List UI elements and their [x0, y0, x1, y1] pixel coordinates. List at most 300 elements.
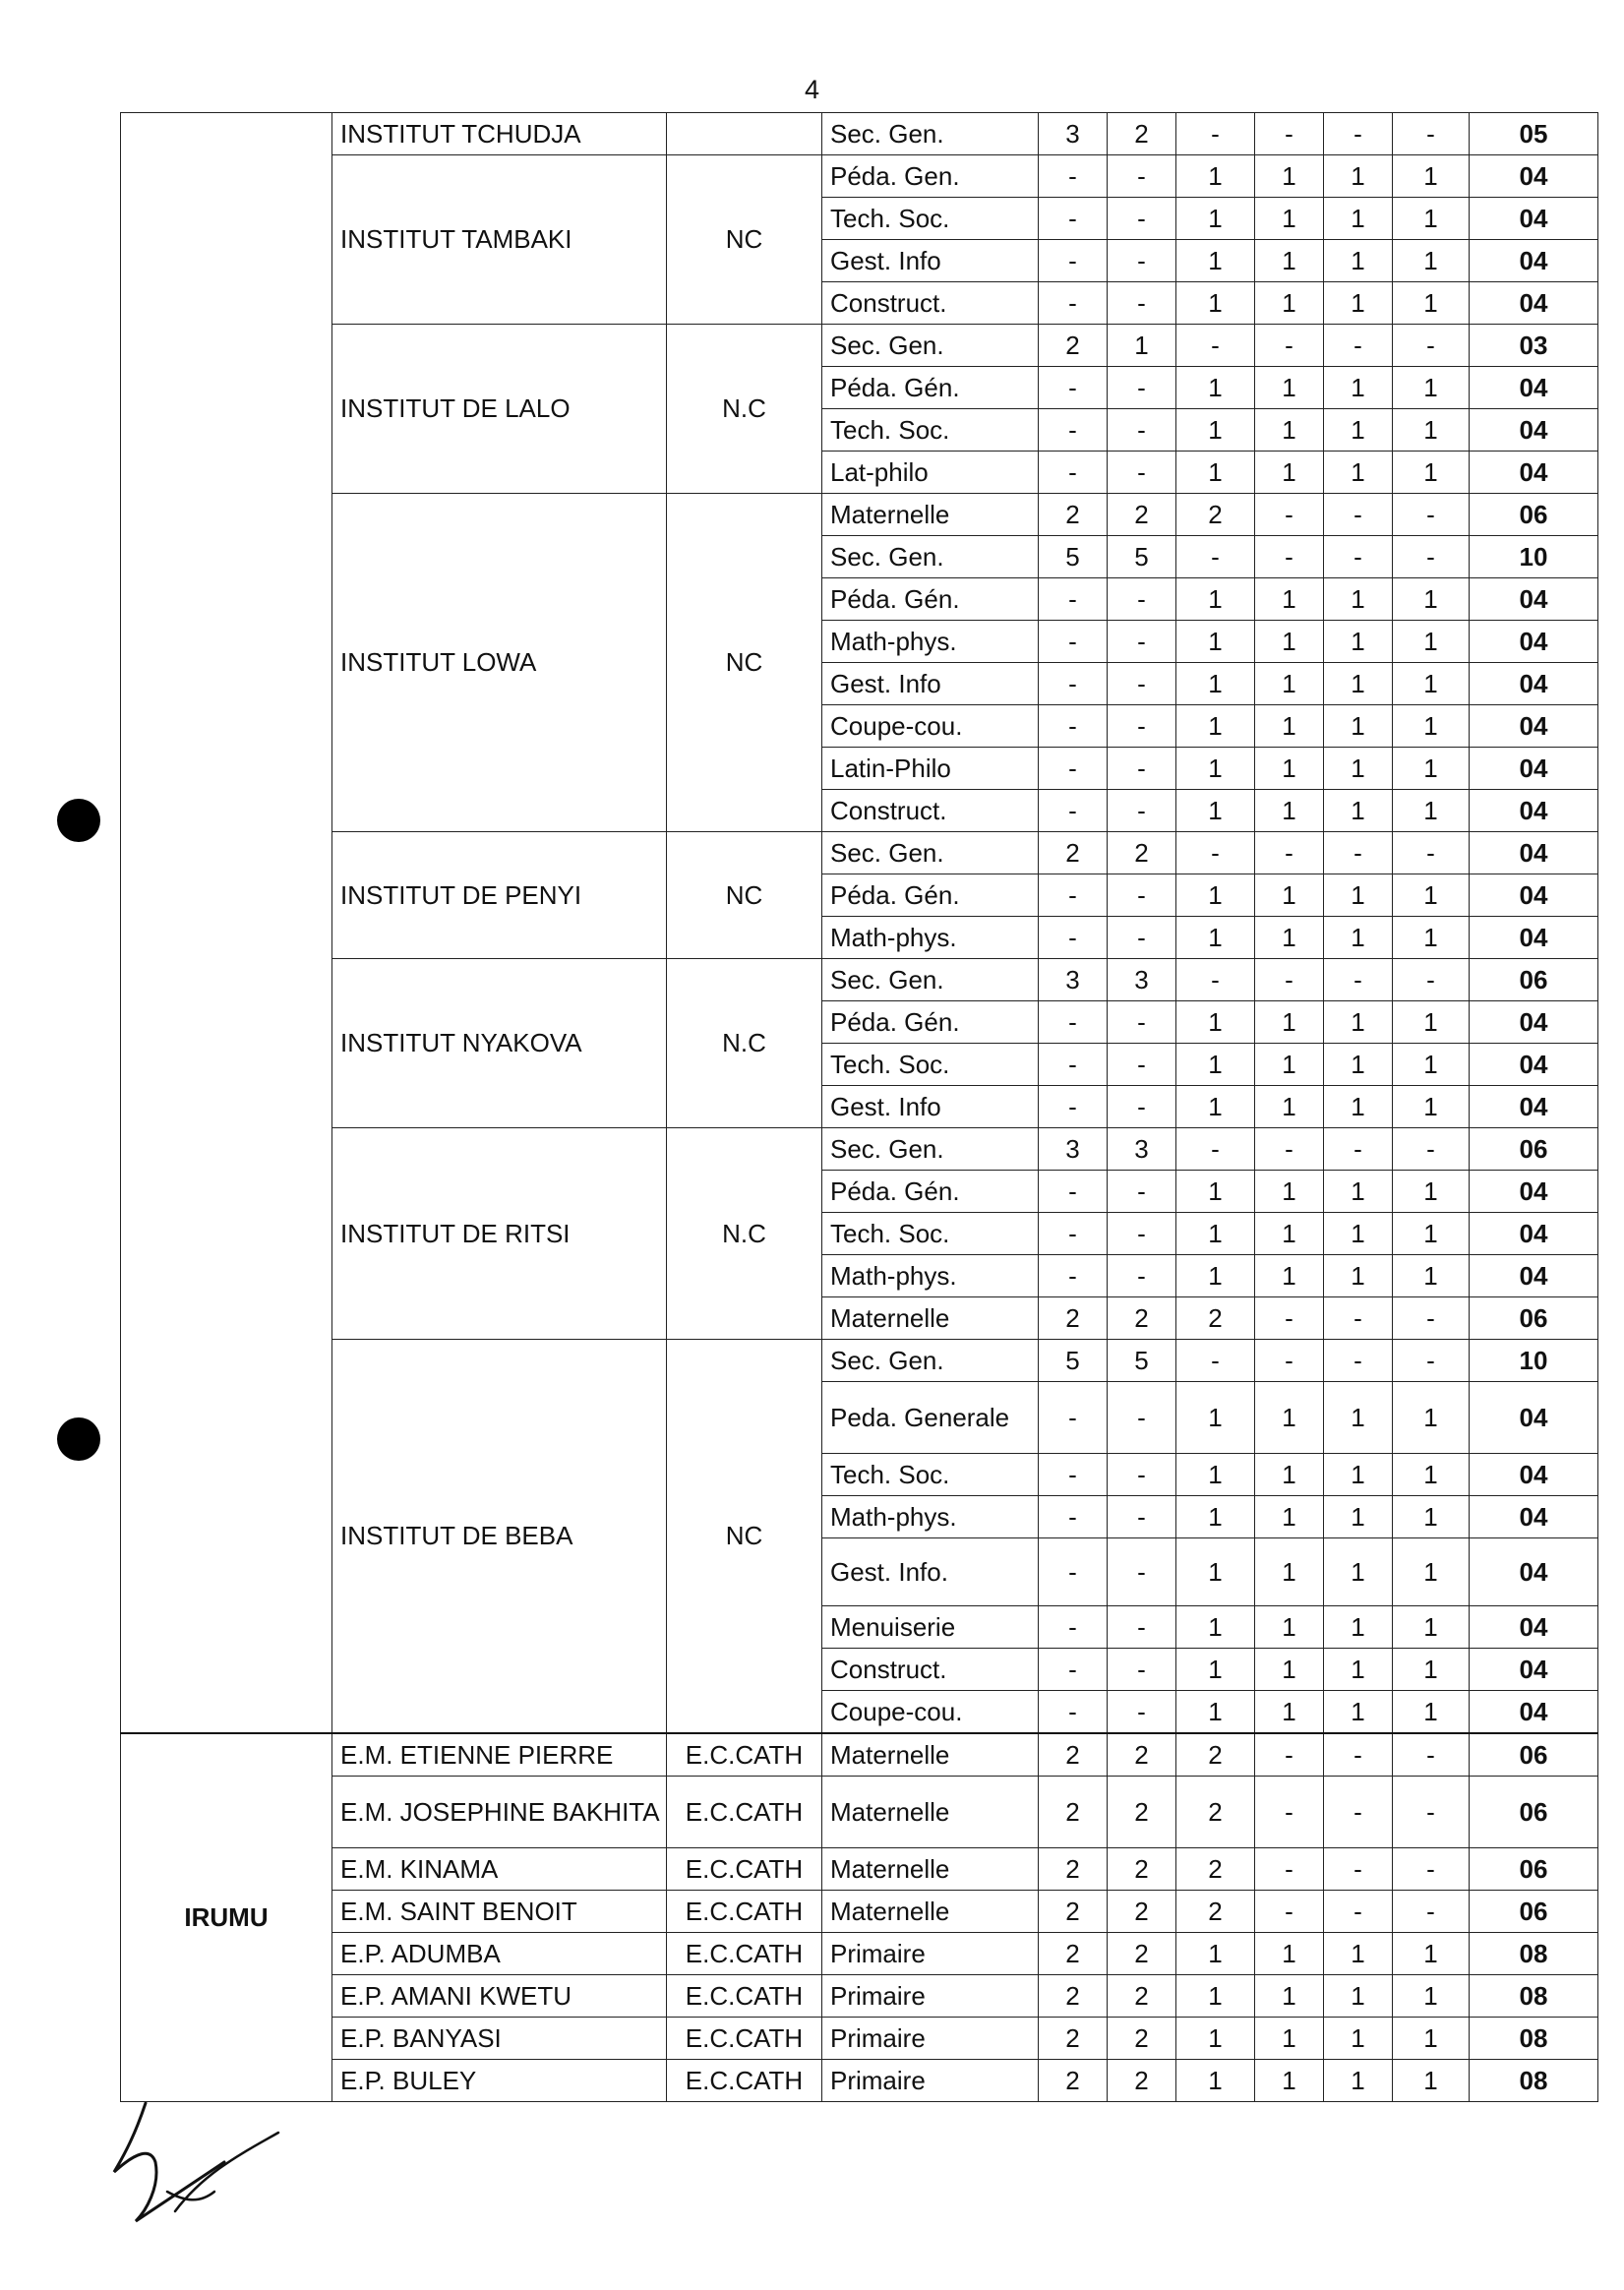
class-count-cell: -	[1039, 748, 1108, 790]
class-count-cell: -	[1039, 917, 1108, 959]
option-cell: Math-phys.	[822, 1496, 1039, 1538]
punch-hole-lower	[57, 1417, 100, 1461]
class-count-cell: -	[1255, 1128, 1324, 1171]
option-cell: Maternelle	[822, 1848, 1039, 1891]
class-count-cell: 1	[1324, 1649, 1393, 1691]
class-count-cell: -	[1108, 1001, 1176, 1044]
class-count-cell: -	[1255, 1733, 1324, 1777]
total-cell: 06	[1470, 1848, 1598, 1891]
class-count-cell: 1	[1324, 1382, 1393, 1454]
gestion-cell: N.C	[667, 1128, 822, 1340]
class-count-cell: -	[1255, 494, 1324, 536]
option-cell: Gest. Info.	[822, 1538, 1039, 1606]
class-count-cell: 1	[1176, 2060, 1255, 2102]
class-count-cell: 1	[1176, 663, 1255, 705]
class-count-cell: 1	[1176, 1454, 1255, 1496]
option-cell: Sec. Gen.	[822, 1128, 1039, 1171]
class-count-cell: -	[1039, 790, 1108, 832]
class-count-cell: -	[1039, 1496, 1108, 1538]
option-cell: Sec. Gen.	[822, 536, 1039, 578]
school-table	[120, 112, 1598, 2102]
class-count-cell: -	[1176, 959, 1255, 1001]
class-count-cell: -	[1324, 494, 1393, 536]
class-count-cell: -	[1255, 1297, 1324, 1340]
class-count-cell: 1	[1255, 621, 1324, 663]
class-count-cell: 1	[1176, 1213, 1255, 1255]
class-count-cell: -	[1393, 325, 1470, 367]
class-count-cell: 1	[1176, 240, 1255, 282]
class-count-cell: -	[1393, 1777, 1470, 1848]
class-count-cell: -	[1255, 536, 1324, 578]
table-row	[121, 2018, 1598, 2060]
class-count-cell: 1	[1176, 705, 1255, 748]
class-count-cell: 1	[1255, 1171, 1324, 1213]
class-count-cell: -	[1108, 1496, 1176, 1538]
class-count-cell: -	[1039, 240, 1108, 282]
class-count-cell: 1	[1324, 705, 1393, 748]
class-count-cell: 1	[1324, 1213, 1393, 1255]
school-name: INSTITUT DE LALO	[332, 325, 667, 494]
class-count-cell: 1	[1176, 1382, 1255, 1454]
class-count-cell: -	[1039, 621, 1108, 663]
option-cell: Péda. Gén.	[822, 367, 1039, 409]
class-count-cell: -	[1393, 1297, 1470, 1340]
class-count-cell: -	[1176, 325, 1255, 367]
class-count-cell: 1	[1393, 917, 1470, 959]
total-cell: 04	[1470, 1496, 1598, 1538]
class-count-cell: 1	[1176, 2018, 1255, 2060]
option-cell: Tech. Soc.	[822, 1044, 1039, 1086]
class-count-cell: -	[1255, 1848, 1324, 1891]
option-cell: Tech. Soc.	[822, 198, 1039, 240]
class-count-cell: 2	[1039, 1733, 1108, 1777]
class-count-cell: -	[1324, 832, 1393, 874]
class-count-cell: 1	[1324, 1538, 1393, 1606]
total-cell: 04	[1470, 832, 1598, 874]
class-count-cell: -	[1324, 1297, 1393, 1340]
class-count-cell: 1	[1255, 1454, 1324, 1496]
class-count-cell: -	[1108, 282, 1176, 325]
gestion-cell: NC	[667, 494, 822, 832]
class-count-cell: 1	[1176, 1691, 1255, 1734]
school-name: INSTITUT TAMBAKI	[332, 155, 667, 325]
class-count-cell: -	[1324, 536, 1393, 578]
option-cell: Péda. Gén.	[822, 1171, 1039, 1213]
class-count-cell: 5	[1108, 536, 1176, 578]
class-count-cell: 2	[1039, 1975, 1108, 2018]
class-count-cell: -	[1108, 874, 1176, 917]
class-count-cell: 1	[1324, 452, 1393, 494]
class-count-cell: 1	[1176, 1001, 1255, 1044]
class-count-cell: -	[1108, 409, 1176, 452]
class-count-cell: -	[1039, 1691, 1108, 1734]
class-count-cell: 1	[1176, 1975, 1255, 2018]
class-count-cell: -	[1324, 959, 1393, 1001]
class-count-cell: 2	[1039, 1848, 1108, 1891]
class-count-cell: -	[1393, 536, 1470, 578]
class-count-cell: 1	[1176, 409, 1255, 452]
class-count-cell: 1	[1393, 748, 1470, 790]
class-count-cell: 1	[1176, 1649, 1255, 1691]
school-name: E.P. ADUMBA	[332, 1933, 667, 1975]
class-count-cell: -	[1108, 1044, 1176, 1086]
class-count-cell: 1	[1393, 790, 1470, 832]
total-cell: 04	[1470, 198, 1598, 240]
total-cell: 04	[1470, 663, 1598, 705]
class-count-cell: 1	[1324, 1496, 1393, 1538]
class-count-cell: 1	[1255, 1691, 1324, 1734]
table-row	[121, 959, 1598, 1001]
total-cell: 04	[1470, 1001, 1598, 1044]
total-cell: 04	[1470, 917, 1598, 959]
class-count-cell: 1	[1393, 1382, 1470, 1454]
total-cell: 08	[1470, 2018, 1598, 2060]
class-count-cell: 1	[1176, 1255, 1255, 1297]
class-count-cell: -	[1324, 1891, 1393, 1933]
class-count-cell: -	[1255, 1891, 1324, 1933]
gestion-cell: E.C.CATH	[667, 1777, 822, 1848]
class-count-cell: 1	[1393, 1454, 1470, 1496]
table-row	[121, 494, 1598, 536]
gestion-cell: N.C	[667, 325, 822, 494]
class-count-cell: 1	[1393, 1496, 1470, 1538]
table-row	[121, 1128, 1598, 1171]
class-count-cell: 2	[1108, 1975, 1176, 2018]
total-cell: 04	[1470, 240, 1598, 282]
class-count-cell: -	[1108, 155, 1176, 198]
class-count-cell: 1	[1324, 2018, 1393, 2060]
table-row	[121, 155, 1598, 198]
class-count-cell: -	[1324, 1777, 1393, 1848]
total-cell: 04	[1470, 282, 1598, 325]
class-count-cell: -	[1108, 1382, 1176, 1454]
table-row	[121, 1933, 1598, 1975]
school-name: INSTITUT LOWA	[332, 494, 667, 832]
class-count-cell: -	[1108, 198, 1176, 240]
class-count-cell: -	[1324, 325, 1393, 367]
class-count-cell: 1	[1393, 198, 1470, 240]
class-count-cell: 1	[1324, 155, 1393, 198]
class-count-cell: -	[1039, 409, 1108, 452]
total-cell: 06	[1470, 1297, 1598, 1340]
option-cell: Math-phys.	[822, 1255, 1039, 1297]
class-count-cell: 2	[1039, 2018, 1108, 2060]
total-cell: 04	[1470, 1538, 1598, 1606]
total-cell: 04	[1470, 1044, 1598, 1086]
class-count-cell: 1	[1255, 240, 1324, 282]
school-name: INSTITUT DE PENYI	[332, 832, 667, 959]
class-count-cell: -	[1393, 494, 1470, 536]
total-cell: 04	[1470, 155, 1598, 198]
class-count-cell: -	[1108, 1454, 1176, 1496]
class-count-cell: 1	[1324, 578, 1393, 621]
gestion-cell: E.C.CATH	[667, 2060, 822, 2102]
class-count-cell: 1	[1255, 1538, 1324, 1606]
option-cell: Péda. Gén.	[822, 578, 1039, 621]
class-count-cell: 1	[1255, 2060, 1324, 2102]
option-cell: Sec. Gen.	[822, 325, 1039, 367]
class-count-cell: 1	[1324, 663, 1393, 705]
class-count-cell: -	[1039, 1538, 1108, 1606]
class-count-cell: 2	[1176, 1777, 1255, 1848]
total-cell: 10	[1470, 1340, 1598, 1382]
class-count-cell: 1	[1255, 409, 1324, 452]
class-count-cell: 1	[1393, 240, 1470, 282]
class-count-cell: 1	[1324, 1454, 1393, 1496]
class-count-cell: 1	[1176, 1606, 1255, 1649]
total-cell: 08	[1470, 1933, 1598, 1975]
gestion-cell: E.C.CATH	[667, 1891, 822, 1933]
class-count-cell: -	[1108, 790, 1176, 832]
class-count-cell: -	[1108, 705, 1176, 748]
class-count-cell: -	[1176, 536, 1255, 578]
class-count-cell: -	[1108, 748, 1176, 790]
class-count-cell: 1	[1176, 790, 1255, 832]
option-cell: Coupe-cou.	[822, 1691, 1039, 1734]
gestion-cell: E.C.CATH	[667, 1848, 822, 1891]
class-count-cell: -	[1393, 1848, 1470, 1891]
class-count-cell: -	[1039, 1606, 1108, 1649]
class-count-cell: 2	[1039, 1777, 1108, 1848]
class-count-cell: 3	[1039, 1128, 1108, 1171]
class-count-cell: 1	[1255, 1044, 1324, 1086]
punch-hole-upper	[57, 799, 100, 842]
class-count-cell: -	[1108, 578, 1176, 621]
class-count-cell: 2	[1108, 494, 1176, 536]
class-count-cell: -	[1039, 155, 1108, 198]
total-cell: 06	[1470, 959, 1598, 1001]
class-count-cell: 1	[1324, 1975, 1393, 2018]
class-count-cell: 1	[1255, 1086, 1324, 1128]
option-cell: Tech. Soc.	[822, 1454, 1039, 1496]
class-count-cell: 1	[1176, 1086, 1255, 1128]
class-count-cell: -	[1393, 1340, 1470, 1382]
class-count-cell: 1	[1393, 578, 1470, 621]
class-count-cell: 1	[1255, 1382, 1324, 1454]
class-count-cell: 2	[1039, 325, 1108, 367]
class-count-cell: -	[1255, 1777, 1324, 1848]
table-row	[121, 1777, 1598, 1848]
option-cell: Tech. Soc.	[822, 1213, 1039, 1255]
gestion-cell: E.C.CATH	[667, 1733, 822, 1777]
class-count-cell: 1	[1255, 705, 1324, 748]
class-count-cell: -	[1393, 832, 1470, 874]
option-cell: Sec. Gen.	[822, 832, 1039, 874]
option-cell: Primaire	[822, 1975, 1039, 2018]
class-count-cell: 2	[1108, 1848, 1176, 1891]
class-count-cell: 1	[1176, 578, 1255, 621]
table-row	[121, 113, 1598, 155]
class-count-cell: -	[1108, 452, 1176, 494]
school-name: E.M. KINAMA	[332, 1848, 667, 1891]
table-row	[121, 1848, 1598, 1891]
class-count-cell: 1	[1255, 155, 1324, 198]
class-count-cell: 1	[1255, 790, 1324, 832]
class-count-cell: 5	[1039, 536, 1108, 578]
class-count-cell: 2	[1108, 832, 1176, 874]
school-name: E.M. JOSEPHINE BAKHITA	[332, 1777, 667, 1848]
total-cell: 04	[1470, 1691, 1598, 1734]
class-count-cell: 5	[1108, 1340, 1176, 1382]
class-count-cell: 1	[1393, 367, 1470, 409]
class-count-cell: -	[1176, 1128, 1255, 1171]
class-count-cell: -	[1039, 1255, 1108, 1297]
option-cell: Construct.	[822, 790, 1039, 832]
class-count-cell: 1	[1255, 1649, 1324, 1691]
gestion-cell: E.C.CATH	[667, 2018, 822, 2060]
class-count-cell: 1	[1255, 874, 1324, 917]
class-count-cell: 1	[1255, 282, 1324, 325]
class-count-cell: -	[1324, 113, 1393, 155]
table-row	[121, 1733, 1598, 1777]
option-cell: Gest. Info	[822, 240, 1039, 282]
class-count-cell: 1	[1324, 409, 1393, 452]
class-count-cell: 2	[1108, 2018, 1176, 2060]
class-count-cell: -	[1039, 1001, 1108, 1044]
class-count-cell: -	[1108, 1086, 1176, 1128]
class-count-cell: 1	[1176, 1044, 1255, 1086]
class-count-cell: 1	[1255, 1496, 1324, 1538]
class-count-cell: -	[1039, 1171, 1108, 1213]
class-count-cell: 1	[1255, 1213, 1324, 1255]
option-cell: Maternelle	[822, 1297, 1039, 1340]
gestion-cell: NC	[667, 832, 822, 959]
total-cell: 04	[1470, 1454, 1598, 1496]
class-count-cell: 1	[1255, 1975, 1324, 2018]
class-count-cell: 1	[1393, 2018, 1470, 2060]
class-count-cell: 1	[1176, 198, 1255, 240]
class-count-cell: -	[1108, 1606, 1176, 1649]
class-count-cell: 1	[1393, 1255, 1470, 1297]
class-count-cell: -	[1255, 832, 1324, 874]
total-cell: 04	[1470, 1255, 1598, 1297]
class-count-cell: 5	[1039, 1340, 1108, 1382]
class-count-cell: 1	[1255, 748, 1324, 790]
class-count-cell: 1	[1324, 1606, 1393, 1649]
class-count-cell: 1	[1176, 155, 1255, 198]
school-name: E.P. BULEY	[332, 2060, 667, 2102]
class-count-cell: 1	[1393, 1933, 1470, 1975]
total-cell: 04	[1470, 1382, 1598, 1454]
class-count-cell: 1	[1393, 1691, 1470, 1734]
option-cell: Lat-philo	[822, 452, 1039, 494]
class-count-cell: 1	[1255, 367, 1324, 409]
option-cell: Sec. Gen.	[822, 959, 1039, 1001]
class-count-cell: -	[1393, 1733, 1470, 1777]
class-count-cell: 1	[1324, 1086, 1393, 1128]
class-count-cell: 1	[1255, 1001, 1324, 1044]
class-count-cell: 1	[1393, 663, 1470, 705]
class-count-cell: 2	[1039, 1933, 1108, 1975]
class-count-cell: 1	[1176, 748, 1255, 790]
class-count-cell: 1	[1176, 282, 1255, 325]
option-cell: Coupe-cou.	[822, 705, 1039, 748]
class-count-cell: -	[1039, 1454, 1108, 1496]
total-cell: 06	[1470, 1128, 1598, 1171]
total-cell: 04	[1470, 367, 1598, 409]
class-count-cell: -	[1108, 1649, 1176, 1691]
class-count-cell: 1	[1393, 1606, 1470, 1649]
district-cell	[121, 113, 332, 1734]
signature	[106, 2093, 293, 2231]
total-cell: 04	[1470, 452, 1598, 494]
class-count-cell: 2	[1108, 1933, 1176, 1975]
school-name: E.P. BANYASI	[332, 2018, 667, 2060]
class-count-cell: 1	[1324, 1255, 1393, 1297]
class-count-cell: 1	[1176, 367, 1255, 409]
option-cell: Maternelle	[822, 494, 1039, 536]
school-name: INSTITUT TCHUDJA	[332, 113, 667, 155]
class-count-cell: -	[1108, 240, 1176, 282]
class-count-cell: 2	[1108, 2060, 1176, 2102]
class-count-cell: -	[1324, 1128, 1393, 1171]
school-name: E.M. ETIENNE PIERRE	[332, 1733, 667, 1777]
option-cell: Péda. Gen.	[822, 155, 1039, 198]
class-count-cell: 3	[1108, 1128, 1176, 1171]
class-count-cell: -	[1039, 1382, 1108, 1454]
class-count-cell: 1	[1324, 1933, 1393, 1975]
class-count-cell: -	[1393, 1891, 1470, 1933]
total-cell: 06	[1470, 494, 1598, 536]
page-number: 4	[804, 75, 820, 104]
class-count-cell: 3	[1039, 959, 1108, 1001]
class-count-cell: 1	[1255, 198, 1324, 240]
total-cell: 04	[1470, 621, 1598, 663]
class-count-cell: 2	[1039, 1297, 1108, 1340]
class-count-cell: 1	[1176, 1496, 1255, 1538]
class-count-cell: -	[1324, 1733, 1393, 1777]
class-count-cell: 1	[1324, 1001, 1393, 1044]
class-count-cell: 2	[1176, 494, 1255, 536]
class-count-cell: 1	[1324, 790, 1393, 832]
option-cell: Sec. Gen.	[822, 1340, 1039, 1382]
class-count-cell: 1	[1176, 874, 1255, 917]
class-count-cell: 1	[1393, 1171, 1470, 1213]
class-count-cell: -	[1108, 621, 1176, 663]
option-cell: Peda. Generale	[822, 1382, 1039, 1454]
class-count-cell: -	[1039, 1213, 1108, 1255]
class-count-cell: 1	[1324, 917, 1393, 959]
option-cell: Maternelle	[822, 1891, 1039, 1933]
option-cell: Gest. Info	[822, 1086, 1039, 1128]
class-count-cell: 1	[1255, 1606, 1324, 1649]
class-count-cell: 1	[1324, 1044, 1393, 1086]
school-name: INSTITUT DE RITSI	[332, 1128, 667, 1340]
class-count-cell: -	[1255, 1340, 1324, 1382]
class-count-cell: -	[1324, 1848, 1393, 1891]
table-row	[121, 1340, 1598, 1382]
total-cell: 04	[1470, 1649, 1598, 1691]
class-count-cell: 1	[1393, 621, 1470, 663]
class-count-cell: 3	[1108, 959, 1176, 1001]
class-count-cell: 1	[1255, 2018, 1324, 2060]
total-cell: 06	[1470, 1777, 1598, 1848]
total-cell: 04	[1470, 748, 1598, 790]
option-cell: Maternelle	[822, 1733, 1039, 1777]
option-cell: Péda. Gén.	[822, 1001, 1039, 1044]
class-count-cell: 1	[1324, 621, 1393, 663]
gestion-cell: N.C	[667, 959, 822, 1128]
class-count-cell: 2	[1176, 1297, 1255, 1340]
option-cell: Primaire	[822, 1933, 1039, 1975]
class-count-cell: 1	[1393, 1975, 1470, 2018]
class-count-cell: 1	[1324, 282, 1393, 325]
class-count-cell: -	[1393, 1128, 1470, 1171]
class-count-cell: 1	[1324, 1171, 1393, 1213]
class-count-cell: 2	[1039, 1891, 1108, 1933]
option-cell: Menuiserie	[822, 1606, 1039, 1649]
class-count-cell: 2	[1176, 1891, 1255, 1933]
